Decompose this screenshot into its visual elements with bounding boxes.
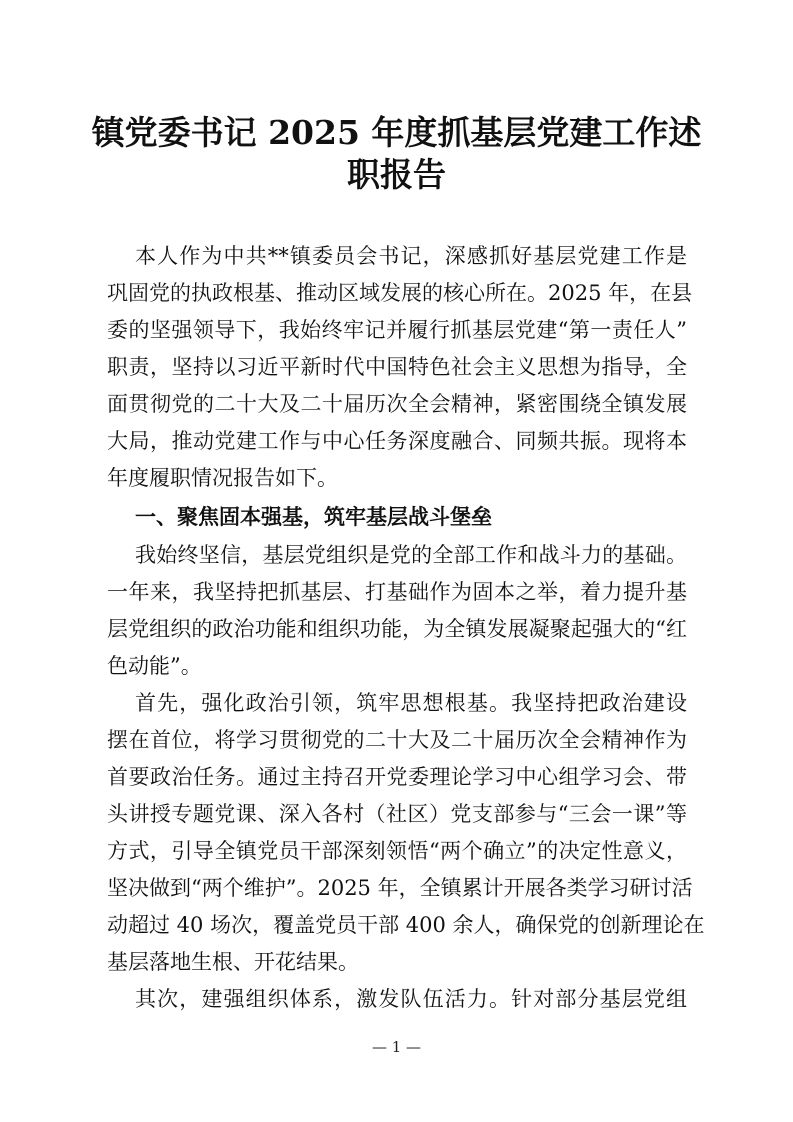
paragraph	[107, 685, 705, 981]
paragraph-line: 面贯彻党的二十大及二十届历次全会精神，紧密围绕全镇发展	[107, 392, 687, 416]
paragraph-line: 动超过 40 场次，覆盖党员干部 400 余人，确保党的创新理论在	[107, 913, 705, 937]
paragraph-line: 一年来，我坚持把抓基层、打基础作为固本之举，着力提升基	[107, 580, 687, 604]
paragraph-line: 首要政治任务。通过主持召开党委理论学习中心组学习会、带	[107, 765, 687, 789]
paragraph-line: 其次，建强组织体系，激发队伍活力。针对部分基层党组	[135, 987, 687, 1011]
paragraph-line: 我始终坚信，基层党组织是党的全部工作和战斗力的基础。	[135, 543, 687, 567]
document-body	[107, 238, 705, 1018]
paragraph-line: 层党组织的政治功能和组织功能，为全镇发展凝聚起强大的“红	[107, 617, 687, 641]
paragraph-line: 本人作为中共**镇委员会书记，深感抓好基层党建工作是	[135, 244, 687, 268]
paragraph-line: 巩固党的执政根基、推动区域发展的核心所在。2025 年，在县	[107, 281, 693, 305]
paragraph-line: 年度履职情况报告如下。	[107, 466, 338, 490]
paragraph-line: 摆在首位，将学习贯彻党的二十大及二十届历次全会精神作为	[107, 728, 687, 752]
paragraph	[107, 238, 693, 497]
paragraph	[107, 537, 687, 685]
paragraph-line: 委的坚强领导下，我始终牢记并履行抓基层党建“第一责任人”	[107, 318, 687, 342]
page-number: — 1 —	[371, 1038, 422, 1056]
paragraph	[107, 981, 687, 1018]
section-heading	[107, 497, 687, 537]
paragraph-line: 方式，引导全镇党员干部深刻领悟“两个确立”的决定性意义，	[107, 839, 687, 863]
paragraph-line: 首先，强化政治引领，筑牢思想根基。我坚持把政治建设	[135, 691, 687, 715]
document-title-line-1: 镇党委书记 2025 年度抓基层党建工作述	[91, 113, 702, 152]
paragraph-line: 大局，推动党建工作与中心任务深度融合、同频共振。现将本	[107, 429, 687, 453]
heading-text: 一、聚焦固本强基，筑牢基层战斗堡垒	[135, 504, 492, 529]
paragraph-line: 职责，坚持以习近平新时代中国特色社会主义思想为指导，全	[107, 355, 687, 379]
paragraph-line: 头讲授专题党课、深入各村（社区）党支部参与“三会一课”等	[107, 802, 687, 826]
paragraph-line: 基层落地生根、开花结果。	[107, 950, 359, 974]
paragraph-line: 坚决做到“两个维护”。2025 年，全镇累计开展各类学习研讨活	[107, 876, 693, 900]
paragraph-line: 色动能”。	[107, 654, 202, 678]
document-title-line-2: 职报告	[347, 155, 446, 194]
